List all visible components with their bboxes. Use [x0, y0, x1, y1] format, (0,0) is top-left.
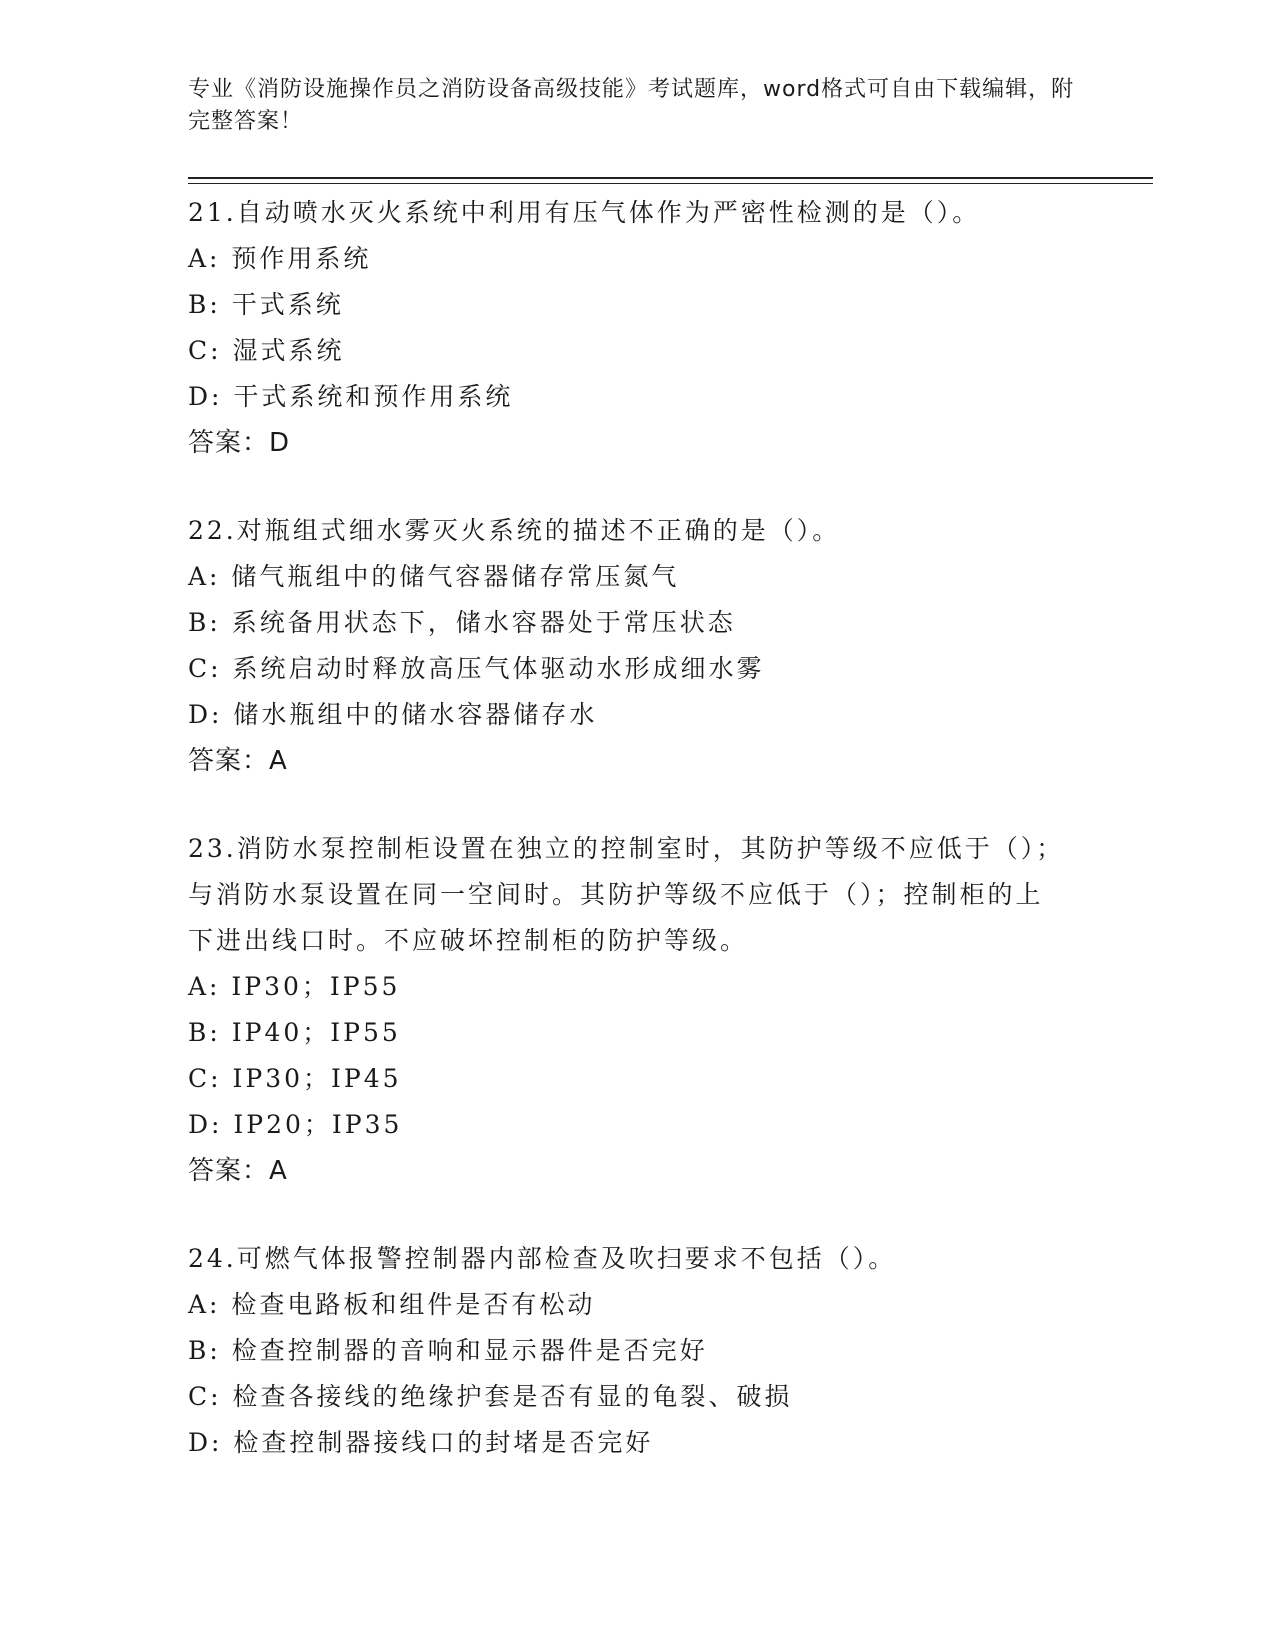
- question-list: [188, 190, 1068, 1466]
- option-c: C: 检查各接线的绝缘护套是否有显的龟裂、破损: [188, 1382, 793, 1411]
- option-b: B: 检查控制器的音响和显示器件是否完好: [188, 1336, 708, 1365]
- question-spacer: [188, 466, 1068, 508]
- answer-text: 答案：A: [188, 1156, 288, 1186]
- option-a: A: 预作用系统: [188, 244, 372, 273]
- answer-text: 答案：A: [188, 746, 288, 776]
- document-header: 专业《消防设施操作员之消防设备高级技能》考试题库，word格式可自由下载编辑，附完整答案！: [188, 77, 1075, 134]
- question-spacer: [188, 1194, 1068, 1236]
- header-divider-thin: [188, 183, 1153, 184]
- question-spacer: [188, 784, 1068, 826]
- question-23: [188, 826, 1068, 1194]
- question-24: [188, 1236, 1068, 1466]
- option-b: B: 系统备用状态下，储水容器处于常压状态: [188, 608, 736, 637]
- option-b: B: IP40；IP55: [188, 1018, 401, 1047]
- option-c: C: 系统启动时释放高压气体驱动水形成细水雾: [188, 654, 765, 683]
- option-a: A: 储气瓶组中的储气容器储存常压氮气: [188, 562, 680, 591]
- question-22: [188, 508, 1068, 784]
- question-stem: 23.消防水泵控制柜设置在独立的控制室时，其防护等级不应低于（）；与消防水泵设置在同一空间时。其防护等级不应低于（）；控制柜的上下进出线口时。不应破坏控制柜的防护等级。: [188, 834, 1065, 955]
- option-c: C: 湿式系统: [188, 336, 345, 365]
- option-b: B: 干式系统: [188, 290, 344, 319]
- option-d: D: IP20；IP35: [188, 1110, 403, 1139]
- option-d: D: 检查控制器接线口的封堵是否完好: [188, 1428, 654, 1457]
- option-c: C: IP30；IP45: [188, 1064, 402, 1093]
- question-stem: 24.可燃气体报警控制器内部检查及吹扫要求不包括（）。: [188, 1244, 897, 1273]
- option-d: D: 干式系统和预作用系统: [188, 382, 514, 411]
- question-stem: 22.对瓶组式细水雾灭火系统的描述不正确的是（）。: [188, 516, 841, 545]
- header-divider-thick: [188, 177, 1153, 179]
- option-d: D: 储水瓶组中的储水容器储存水: [188, 700, 598, 729]
- answer-text: 答案：D: [188, 428, 291, 458]
- question-21: [188, 190, 1068, 466]
- question-stem: 21.自动喷水灭火系统中利用有压气体作为严密性检测的是（）。: [188, 198, 981, 227]
- option-a: A: IP30；IP55: [188, 972, 401, 1001]
- option-a: A: 检查电路板和组件是否有松动: [188, 1290, 596, 1319]
